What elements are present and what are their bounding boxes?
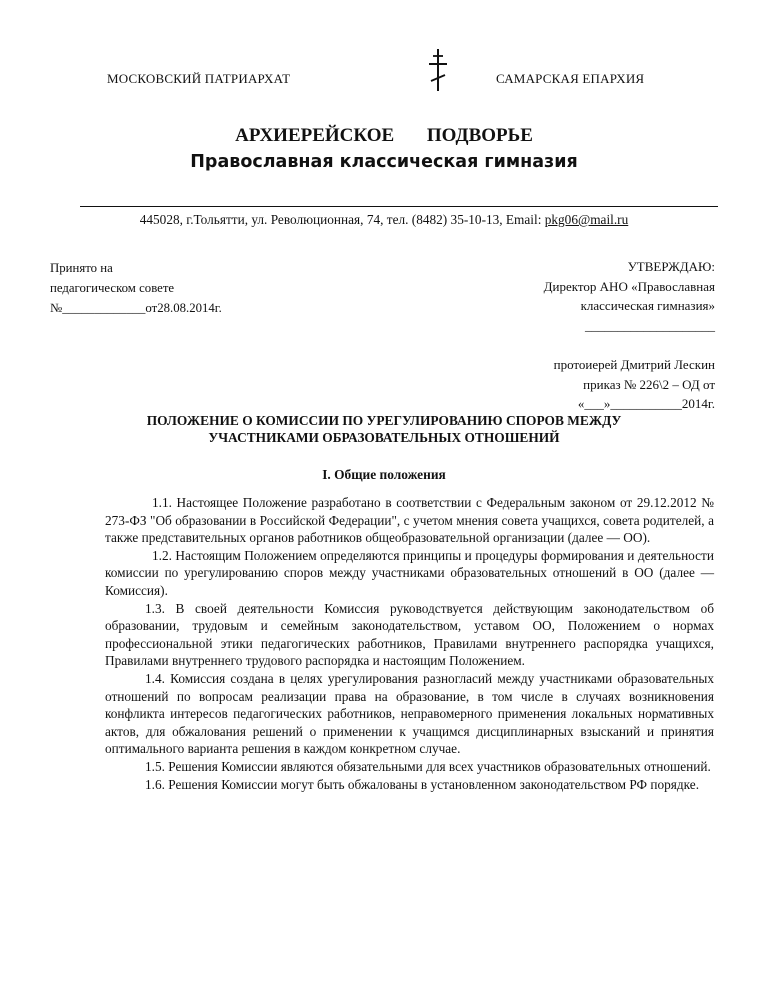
- accepted-line-2: педагогическом совете: [50, 281, 175, 295]
- header-divider: [80, 206, 718, 207]
- document-title: [0, 412, 768, 446]
- paragraph-1-3: 1.3. В своей деятельности Комиссия руководствуется действующим законодательством об образовании, трудовым и семейным законодательством, уставом ОО, Положением о нормах профессиональной этики педагогических работников, Правилами внутреннего распорядка учащихся, Правилами внутреннего трудового распорядка и настоящим Положением.: [105, 600, 714, 669]
- org-address: [0, 212, 768, 228]
- org-title: АРХИЕРЕЙСКОЕ ПОДВОРЬЕ: [235, 125, 533, 146]
- org-subtitle: Православная классическая гимназия: [190, 152, 578, 172]
- orthodox-cross-icon: [427, 48, 449, 92]
- approval-spacer: [544, 335, 715, 355]
- accepted-block: [50, 258, 222, 318]
- section-title: I. Общие положения: [322, 467, 446, 482]
- accepted-line-1: Принято на: [50, 261, 113, 275]
- document-title-line-1: ПОЛОЖЕНИЕ О КОМИССИИ ПО УРЕГУЛИРОВАНИЮ СПОРОВ МЕЖДУ: [146, 413, 622, 428]
- document-body: [105, 494, 714, 793]
- approval-line-7: «___»___________2014г.: [577, 396, 715, 411]
- approval-line-5: протоиерей Дмитрий Лескин: [553, 357, 715, 372]
- paragraph-1-2: 1.2. Настоящим Положением определяются принципы и процедуры формирования и деятельности комиссии по урегулированию споров между участниками образовательных отношений в ОО (далее — Комиссия).: [105, 547, 714, 598]
- paragraph-1-1: 1.1. Настоящее Положение разработано в соответствии с Федеральным законом от 29.12.2012 № 273-ФЗ "Об образовании в Российской Федерации", с учетом мнения совета учащихся, совета родителей, а также представительных органов работников общеобразовательной организации (далее — ОО).: [105, 495, 714, 546]
- header-left: МОСКОВСКИЙ ПАТРИАРХАТ: [107, 71, 291, 86]
- address-text: 445028, г.Тольятти, ул. Революционная, 74, тел. (8482) 35-10-13, Email:: [139, 212, 545, 227]
- paragraph-1-4: 1.4. Комиссия создана в целях урегулирования разногласий между участниками образовательных отношений по вопросам реализации права на образование, в том числе в случаях возникновения конфликта интересов педагогических работников, неправомерного применения локальных нормативных актов, для обжалования решений о применении к учащимся дисциплинарных взысканий и принятия оптимального варианта решения в каждом конкретном случае.: [105, 670, 714, 757]
- approval-signature-line: ____________________: [585, 317, 715, 333]
- paragraph-1-5: 1.5. Решения Комиссии являются обязательными для всех участников образовательных отношений.: [145, 758, 711, 774]
- header-right: САМАРСКАЯ ЕПАРХИЯ: [496, 71, 645, 86]
- paragraph-1-6: 1.6. Решения Комиссии могут быть обжалованы в установленном законодательством РФ порядке.: [145, 776, 700, 792]
- approval-line-6: приказ № 226\2 – ОД от: [583, 376, 715, 392]
- approval-block: [544, 257, 715, 414]
- accepted-line-3: №_____________от28.08.2014г.: [50, 301, 222, 315]
- email-link[interactable]: pkg06@mail.ru: [544, 212, 629, 227]
- approval-line-1: УТВЕРЖДАЮ:: [627, 259, 715, 274]
- document-title-line-2: УЧАСТНИКАМИ ОБРАЗОВАТЕЛЬНЫХ ОТНОШЕНИЙ: [208, 430, 560, 445]
- approval-line-3: классическая гимназия»: [580, 298, 715, 313]
- approval-line-2: Директор АНО «Православная: [543, 278, 715, 294]
